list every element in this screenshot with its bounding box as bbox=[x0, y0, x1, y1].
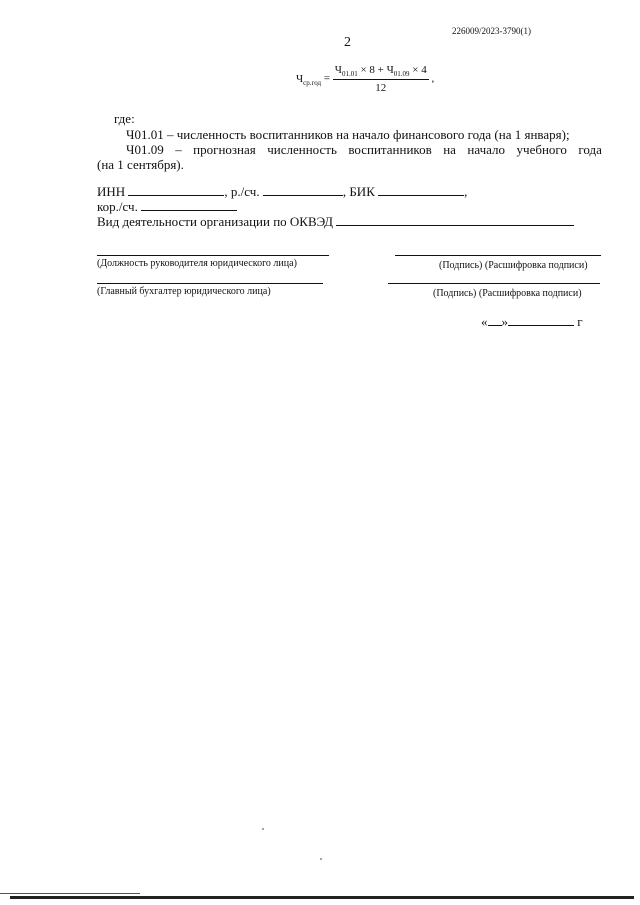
document-number: 226009/2023-3790(1) bbox=[452, 26, 531, 36]
head-position-line[interactable] bbox=[97, 255, 329, 256]
account-field[interactable] bbox=[263, 184, 343, 196]
date-month-year-field[interactable] bbox=[508, 314, 574, 326]
head-signature-line[interactable] bbox=[395, 255, 601, 256]
definition-line-2: Ч01.09 – прогнозная численность воспитанников на начало учебного года bbox=[126, 142, 602, 157]
head-position-caption: (Должность руководителя юридического лица) bbox=[97, 258, 297, 269]
inn-label: ИНН bbox=[97, 184, 126, 199]
scan-edge-bar bbox=[10, 896, 634, 899]
page-number: 2 bbox=[344, 35, 351, 50]
date-day-field[interactable] bbox=[488, 314, 502, 326]
account-label: , р./сч. bbox=[224, 184, 260, 199]
accountant-line[interactable] bbox=[97, 283, 323, 284]
formula-equals: = bbox=[323, 72, 331, 85]
formula-denominator: 12 bbox=[375, 82, 387, 95]
where-label: где: bbox=[114, 111, 135, 126]
date-open-quote: « bbox=[481, 314, 488, 329]
requisites-line-2 bbox=[97, 199, 237, 215]
definition-line-1: Ч01.01 – численность воспитанников на начало финансового года (на 1 января); bbox=[126, 127, 570, 142]
date-year-suffix: г bbox=[577, 314, 583, 329]
inn-field[interactable] bbox=[128, 184, 224, 196]
corr-account-field[interactable] bbox=[141, 199, 237, 211]
date-close-quote: » bbox=[501, 314, 508, 329]
okved-label: Вид деятельности организации по ОКВЭД bbox=[97, 214, 333, 229]
bik-field[interactable] bbox=[378, 184, 464, 196]
requisites-line-3 bbox=[97, 214, 574, 230]
formula-numerator: $Ч_{01.01} \times 8 + Ч_{01.09} \times 4$ bbox=[334, 64, 427, 79]
bik-label: , БИК bbox=[342, 184, 375, 199]
formula-trail: , bbox=[431, 72, 435, 85]
date-line bbox=[481, 314, 583, 330]
formula-lhs: $Ч_{ср.год}$ bbox=[296, 72, 322, 87]
formula-fraction bbox=[333, 64, 429, 94]
scan-edge-line bbox=[0, 893, 140, 894]
scan-speck bbox=[262, 828, 264, 830]
bik-end: , bbox=[464, 184, 468, 199]
accountant-caption: (Главный бухгалтер юридического лица) bbox=[97, 286, 271, 297]
accountant-signature-caption: (Подпись) (Расшифровка подписи) bbox=[433, 288, 582, 299]
corr-account-label: кор./сч. bbox=[97, 199, 138, 214]
okved-field[interactable] bbox=[336, 214, 574, 226]
formula bbox=[296, 64, 434, 94]
accountant-signature-line[interactable] bbox=[388, 283, 600, 284]
scan-speck bbox=[320, 858, 322, 860]
head-signature-caption: (Подпись) (Расшифровка подписи) bbox=[439, 260, 588, 271]
requisites-line-1 bbox=[97, 184, 467, 200]
definition-line-3: (на 1 сентября). bbox=[97, 157, 184, 172]
